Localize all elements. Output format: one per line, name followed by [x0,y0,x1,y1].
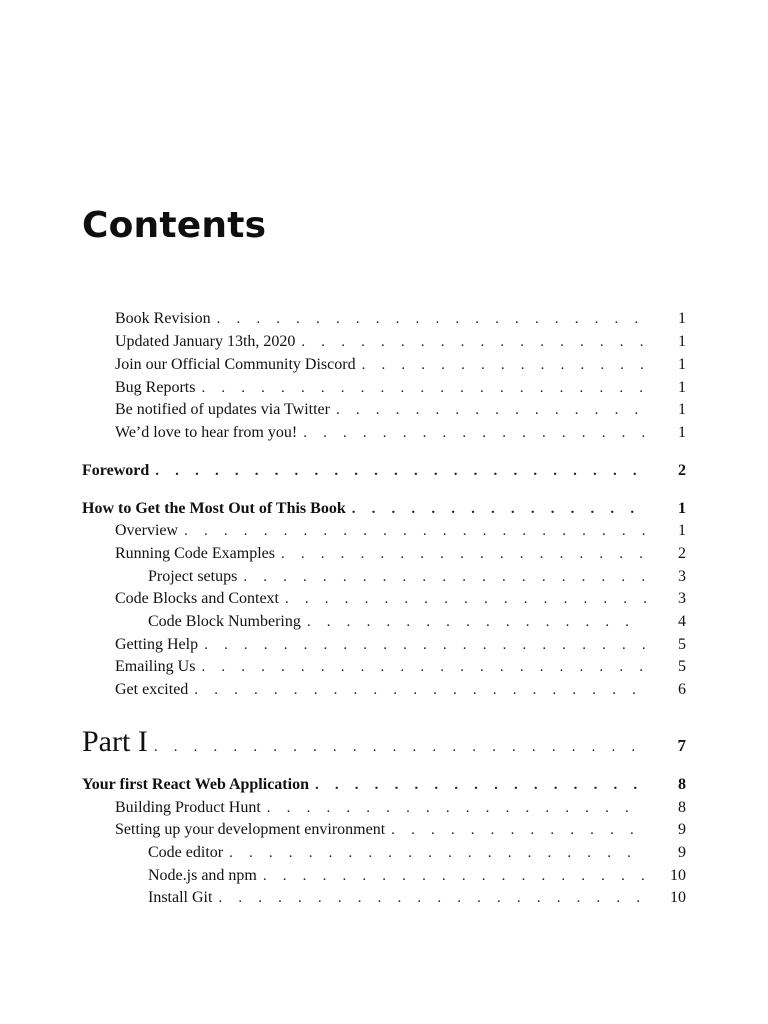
dot-leader [301,331,646,353]
toc-entry-page: 1 [678,401,686,418]
toc-entry-bug-reports[interactable] [115,377,686,399]
toc-entry-label: Install Git [148,889,213,906]
toc-entry-page: 10 [670,889,686,906]
toc-entry-discord[interactable] [115,354,686,376]
toc-entry-page: 8 [678,799,686,816]
dot-leader [307,611,646,633]
dot-leader [155,460,646,482]
dot-leader [204,634,646,656]
toc-entry-page: 1 [678,310,686,327]
toc-entry-label: Node.js and npm [148,867,257,884]
toc-entry-label: Your first React Web Application [82,776,309,793]
toc-entry-updated[interactable] [115,331,686,353]
dot-leader [336,399,646,421]
toc-entry-label: Getting Help [115,636,199,653]
toc-chapter-foreword[interactable] [82,460,686,482]
toc-entry-label: Building Product Hunt [115,799,261,816]
dot-leader [281,543,646,565]
toc-entry-page: 1 [678,522,686,539]
toc-entry-emailing-us[interactable] [115,656,686,678]
toc-part-i[interactable] [82,722,686,762]
toc-entry-nodejs-npm[interactable] [148,865,686,887]
dot-leader [194,679,646,701]
dot-leader [391,819,646,841]
toc-entry-page: 3 [678,590,686,607]
toc-entry-page: 2 [678,545,686,562]
toc-entry-page: 5 [678,636,686,653]
toc-entry-overview[interactable] [115,520,686,542]
toc-entry-book-revision[interactable] [115,308,686,330]
toc-entry-getting-help[interactable] [115,634,686,656]
dot-leader [263,865,646,887]
dot-leader [154,727,646,767]
toc-entry-dev-environment[interactable] [115,819,686,841]
toc-entry-page: 3 [678,568,686,585]
toc-entry-page: 1 [678,379,686,396]
toc-entry-label: How to Get the Most Out of This Book [82,500,346,517]
dot-leader [184,520,646,542]
toc-entry-page: 5 [678,658,686,675]
toc-entry-building-product-hunt[interactable] [115,797,686,819]
toc-entry-page: 1 [678,424,686,441]
dot-leader [303,422,646,444]
dot-leader [352,498,646,520]
dot-leader [201,377,646,399]
toc-entry-project-setups[interactable] [148,566,686,588]
contents-heading: Contents [82,205,267,246]
dot-leader [315,774,646,796]
toc-entry-twitter[interactable] [115,399,686,421]
dot-leader [229,842,646,864]
dot-leader [362,354,646,376]
dot-leader [201,656,646,678]
toc-entry-page: 7 [677,736,686,755]
toc-chapter-first-react-app[interactable] [82,774,686,796]
toc-entry-label: Get excited [115,681,189,698]
toc-entry-page: 4 [678,613,686,630]
toc-entry-page: 2 [678,462,686,479]
toc-entry-label: Bug Reports [115,379,196,396]
toc-entry-page: 10 [670,867,686,884]
toc-entry-code-blocks[interactable] [115,588,686,610]
toc-entry-page: 1 [678,333,686,350]
dot-leader [285,588,646,610]
toc-entry-label: Running Code Examples [115,545,275,562]
toc-entry-label: Join our Official Community Discord [115,356,356,373]
toc-entry-code-block-numbering[interactable] [148,611,686,633]
toc-entry-label: Project setups [148,568,238,585]
toc-entry-page: 6 [678,681,686,698]
toc-entry-running-code[interactable] [115,543,686,565]
toc-entry-label: Overview [115,522,179,539]
toc-entry-code-editor[interactable] [148,842,686,864]
toc-entry-page: 9 [678,844,686,861]
toc-chapter-how-to[interactable] [82,498,686,520]
dot-leader [217,308,646,330]
toc-entry-page: 8 [678,776,686,793]
dot-leader [218,887,646,909]
toc-entry-hear-from-you[interactable] [115,422,686,444]
toc-entry-label: We’d love to hear from you! [115,424,298,441]
toc-entry-label: Code Block Numbering [148,613,301,630]
toc-entry-page: 1 [678,500,686,517]
toc-entry-label: Updated January 13th, 2020 [115,333,296,350]
toc-entry-label: Book Revision [115,310,211,327]
toc-entry-page: 9 [678,821,686,838]
dot-leader [243,566,646,588]
toc-entry-install-git[interactable] [148,887,686,909]
toc-entry-page: 1 [678,356,686,373]
toc-entry-label: Emailing Us [115,658,196,675]
toc-entry-label: Code editor [148,844,224,861]
toc-entry-label: Be notified of updates via Twitter [115,401,330,418]
toc-entry-label: Foreword [82,462,150,479]
toc-entry-label: Setting up your development environment [115,821,386,838]
dot-leader [267,797,646,819]
toc-entry-get-excited[interactable] [115,679,686,701]
toc-entry-label: Part I [82,725,148,758]
toc-entry-label: Code Blocks and Context [115,590,279,607]
